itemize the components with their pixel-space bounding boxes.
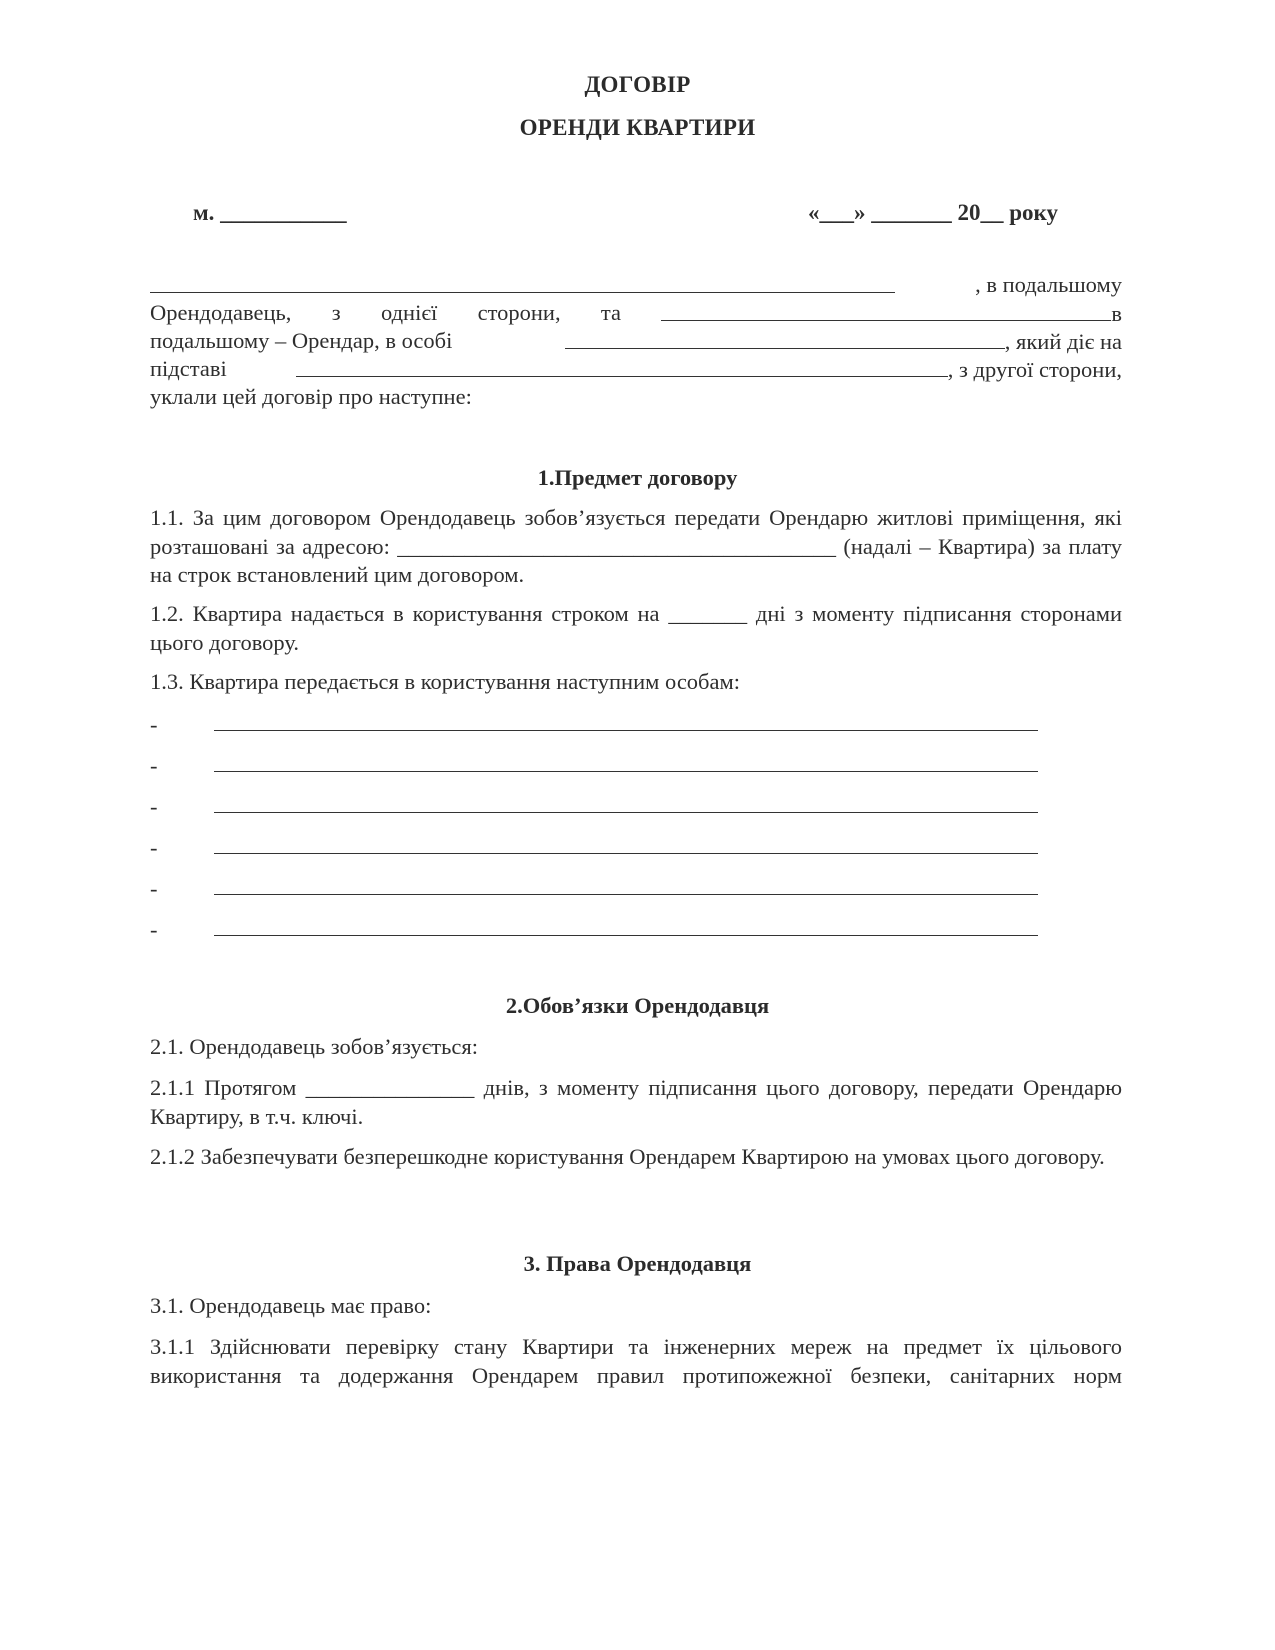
preamble-line-5: уклали цей договір про наступне: (150, 384, 472, 409)
preamble-text: , з другої сторони, (947, 357, 1122, 382)
person-blank (214, 730, 1038, 731)
clause-1-2 (150, 600, 1122, 657)
person-blank (214, 853, 1038, 854)
date-field: «___» _______ 20__ року (808, 200, 1058, 225)
preamble-text: сторони, (477, 300, 561, 325)
preamble-text: , в подальшому (975, 272, 1122, 297)
clause-text: Квартира передається в користування наступним особам: (189, 669, 740, 694)
preamble-text: та (600, 300, 622, 325)
preamble-text: подальшому – Орендар, в особі (150, 328, 453, 353)
clause-number: 2.1. (150, 1034, 184, 1059)
clause-1-3 (150, 668, 1122, 697)
section-3-heading: 3. Права Орендодавця (523, 1251, 752, 1276)
preamble-text: підставі (150, 356, 227, 381)
clause-2-1-2 (150, 1143, 1122, 1172)
preamble-line-1 (150, 272, 1122, 298)
clause-number: 3.1. (150, 1293, 184, 1318)
clause-text: Протягом _______________ днів, з моменту підписання цього договору, передати Орендарю Квартиру, в т.ч. ключі. (150, 1075, 1123, 1129)
clause-number: 1.1. (150, 505, 184, 530)
preamble-text: Орендодавець, (150, 300, 292, 325)
section-2-heading: 2.Обов’язки Орендодавця (505, 993, 770, 1018)
preamble-text: , який діє на (1004, 329, 1122, 354)
list-dash: - (150, 876, 158, 901)
section-1-heading: 1.Предмет договору (537, 465, 738, 490)
city-field: м. ___________ (193, 200, 347, 225)
clause-text: Орендодавець має право: (189, 1293, 432, 1318)
person-blank (214, 812, 1038, 813)
document-subtitle: ОРЕНДИ КВАРТИРИ (519, 115, 756, 140)
clause-3-1 (150, 1292, 1122, 1321)
clause-1-1 (150, 504, 1122, 590)
document-title: ДОГОВІР (584, 72, 691, 97)
person-blank (214, 935, 1038, 936)
person-entry-2 (150, 753, 1050, 783)
party1-blank (150, 272, 895, 293)
basis-blank (296, 356, 948, 377)
person-entry-4 (150, 835, 1050, 865)
clause-2-1 (150, 1033, 1122, 1062)
list-dash: - (150, 835, 158, 860)
clause-3-1-1 (150, 1333, 1122, 1390)
clause-text: Орендодавець зобов’язується: (189, 1034, 478, 1059)
person-blank (214, 894, 1038, 895)
clause-number: 1.3. (150, 669, 184, 694)
clause-2-1-1 (150, 1074, 1122, 1131)
clause-number: 2.1.2 (150, 1144, 195, 1169)
person-entry-5 (150, 876, 1050, 906)
preamble-text: однієї (381, 300, 438, 325)
person-blank (214, 771, 1038, 772)
clause-number: 2.1.1 (150, 1075, 195, 1100)
list-dash: - (150, 917, 158, 942)
list-dash: - (150, 712, 158, 737)
list-dash: - (150, 794, 158, 819)
list-dash: - (150, 753, 158, 778)
person-entry-3 (150, 794, 1050, 824)
clause-number: 3.1.1 (150, 1334, 195, 1359)
preamble-line-4 (150, 356, 1122, 383)
preamble-text: з (331, 300, 341, 325)
clause-text: За цим договором Орендодавець зобов’язується передати Орендарю житлові приміщення, які розташовані за адресою: _______________________________________ (надалі – Квартира) за плату на строк встановлений цим договором. (150, 505, 1122, 587)
person-entry-6 (150, 917, 1050, 947)
preamble-line-2 (150, 300, 1122, 327)
person-entry-1 (150, 712, 1050, 742)
clause-text: Квартира надається в користування строком на _______ дні з моменту підписання сторонами цього договору. (150, 601, 1123, 655)
party2-blank (661, 300, 1111, 321)
clause-text: Забезпечувати безперешкодне користування Орендарем Квартирою на умовах цього договору. (200, 1144, 1105, 1169)
clause-text: Здійснювати перевірку стану Квартири та інженерних мереж на предмет їх цільового використання та додержання Орендарем правил протипожежної безпеки, санітарних норм (150, 1334, 1122, 1388)
preamble-line-3 (150, 328, 1122, 355)
preamble-text: в (1111, 301, 1122, 326)
clause-number: 1.2. (150, 601, 184, 626)
representative-blank (565, 328, 1005, 349)
